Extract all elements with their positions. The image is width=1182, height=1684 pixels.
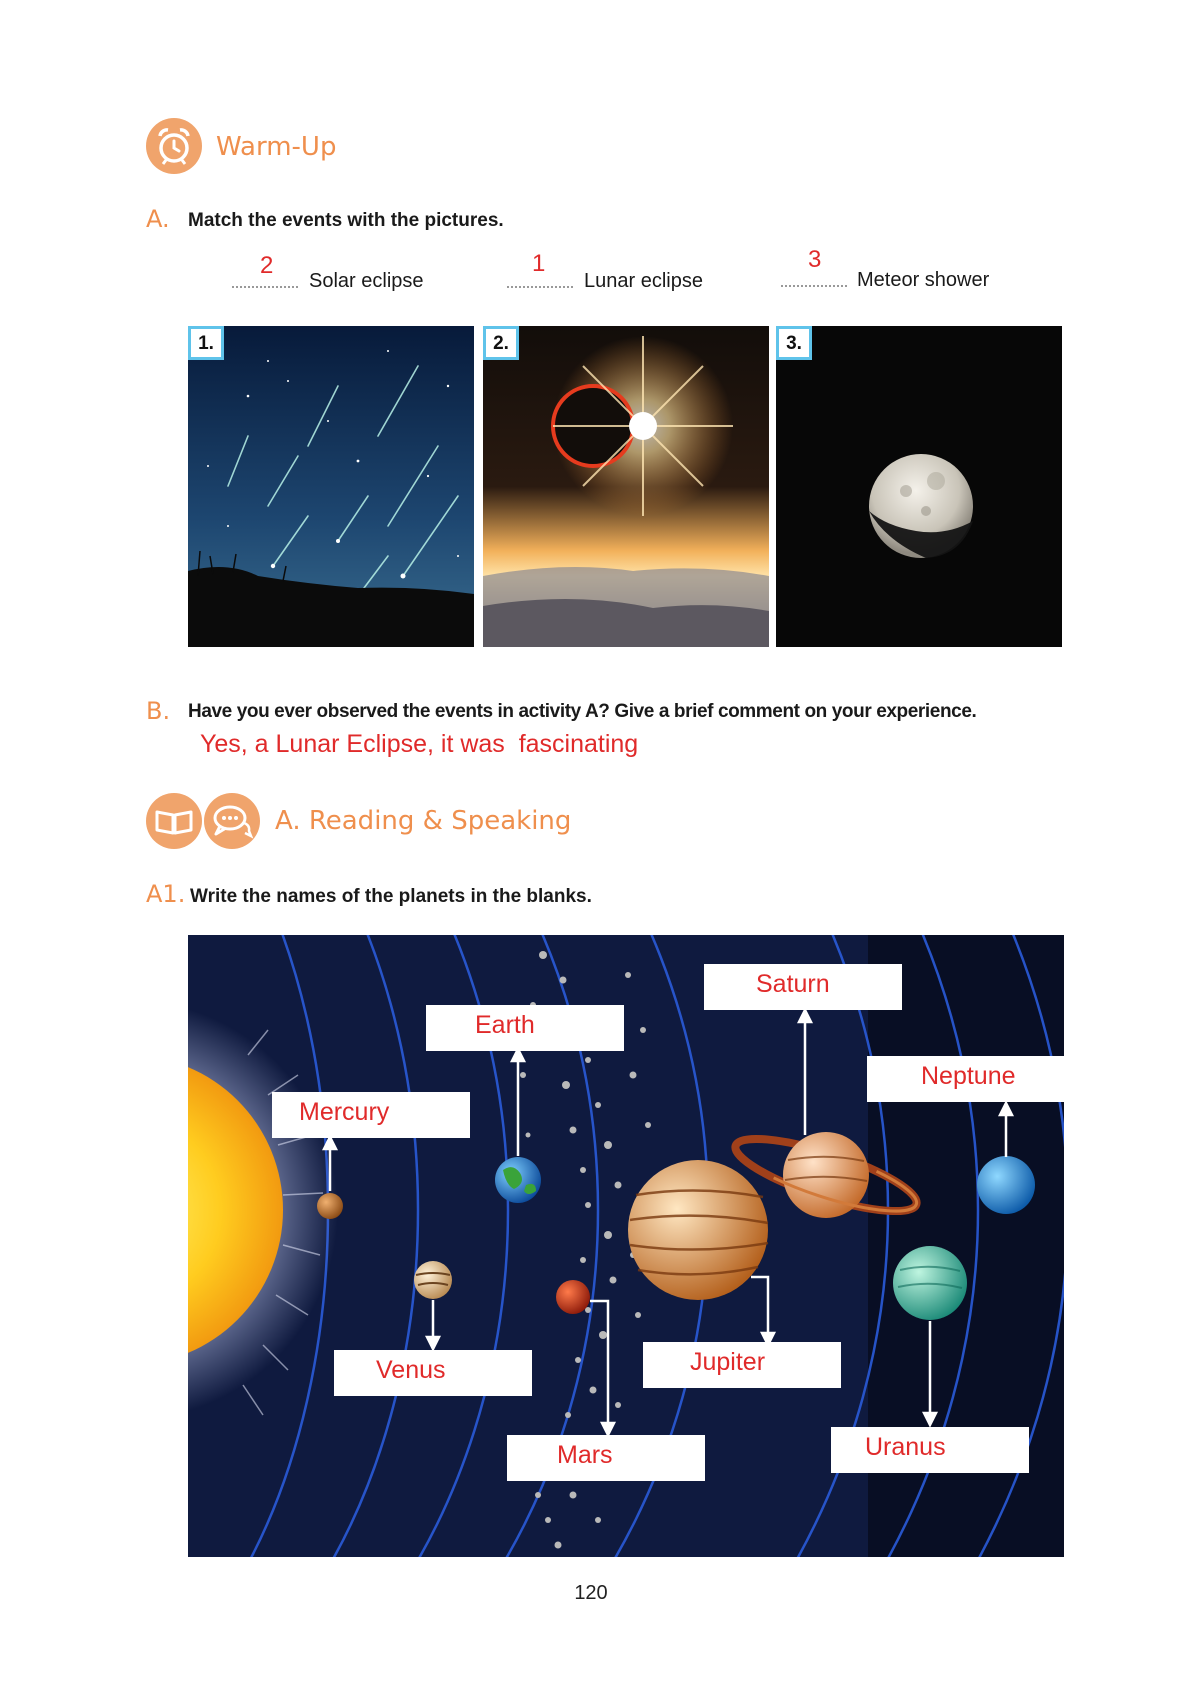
activity-b-answer[interactable]: Yes, a Lunar Eclipse, it was fascinating (200, 730, 639, 758)
event-solar-eclipse: Solar eclipse (309, 270, 424, 292)
label-earth: Earth (475, 1011, 535, 1039)
label-box-uranus[interactable] (831, 1427, 1029, 1473)
answer-lunar-eclipse[interactable]: 1 (532, 250, 546, 277)
label-box-earth[interactable] (426, 1005, 624, 1051)
meteor-shower-picture (188, 326, 474, 647)
page-number: 120 (574, 1582, 608, 1604)
label-jupiter: Jupiter (690, 1348, 766, 1376)
blank-solar-eclipse[interactable] (232, 286, 298, 288)
activity-a-instruction: Match the events with the pictures. (188, 210, 504, 231)
warmup-title: Warm-Up (216, 132, 337, 162)
speech-bubble-icon (204, 793, 260, 849)
event-lunar-eclipse: Lunar eclipse (584, 270, 703, 292)
label-mercury: Mercury (299, 1098, 390, 1126)
label-saturn: Saturn (756, 970, 830, 998)
book-icon (146, 793, 202, 849)
label-box-neptune[interactable] (867, 1056, 1064, 1102)
activity-a-letter: A. (146, 205, 170, 233)
solar-eclipse-picture (483, 326, 769, 647)
alarm-clock-icon (146, 118, 202, 174)
answer-solar-eclipse[interactable]: 2 (260, 252, 274, 279)
label-box-venus[interactable] (334, 1350, 532, 1396)
label-venus: Venus (376, 1356, 446, 1384)
solar-system-diagram (188, 935, 1064, 1557)
activity-b-letter: B. (146, 697, 171, 725)
picture-number-1: 1. (188, 326, 224, 360)
blank-lunar-eclipse[interactable] (507, 286, 573, 288)
blank-meteor-shower[interactable] (781, 285, 847, 287)
picture-number-2: 2. (483, 326, 519, 360)
label-box-mars[interactable] (507, 1435, 705, 1481)
label-box-saturn[interactable] (704, 964, 902, 1010)
lunar-eclipse-picture (776, 326, 1062, 647)
answer-meteor-shower[interactable]: 3 (808, 246, 822, 273)
label-box-jupiter[interactable] (643, 1342, 841, 1388)
label-uranus: Uranus (865, 1433, 946, 1461)
activity-a1-letter: A1. (146, 880, 186, 908)
activity-a1-instruction: Write the names of the planets in the blanks. (190, 886, 592, 907)
reading-speaking-title: A. Reading & Speaking (275, 806, 572, 836)
event-meteor-shower: Meteor shower (857, 269, 990, 291)
label-box-mercury[interactable] (272, 1092, 470, 1138)
activity-b-instruction: Have you ever observed the events in activity A? Give a brief comment on your experience. (188, 701, 977, 722)
label-mars: Mars (557, 1441, 613, 1469)
picture-number-3: 3. (776, 326, 812, 360)
label-neptune: Neptune (921, 1062, 1016, 1090)
